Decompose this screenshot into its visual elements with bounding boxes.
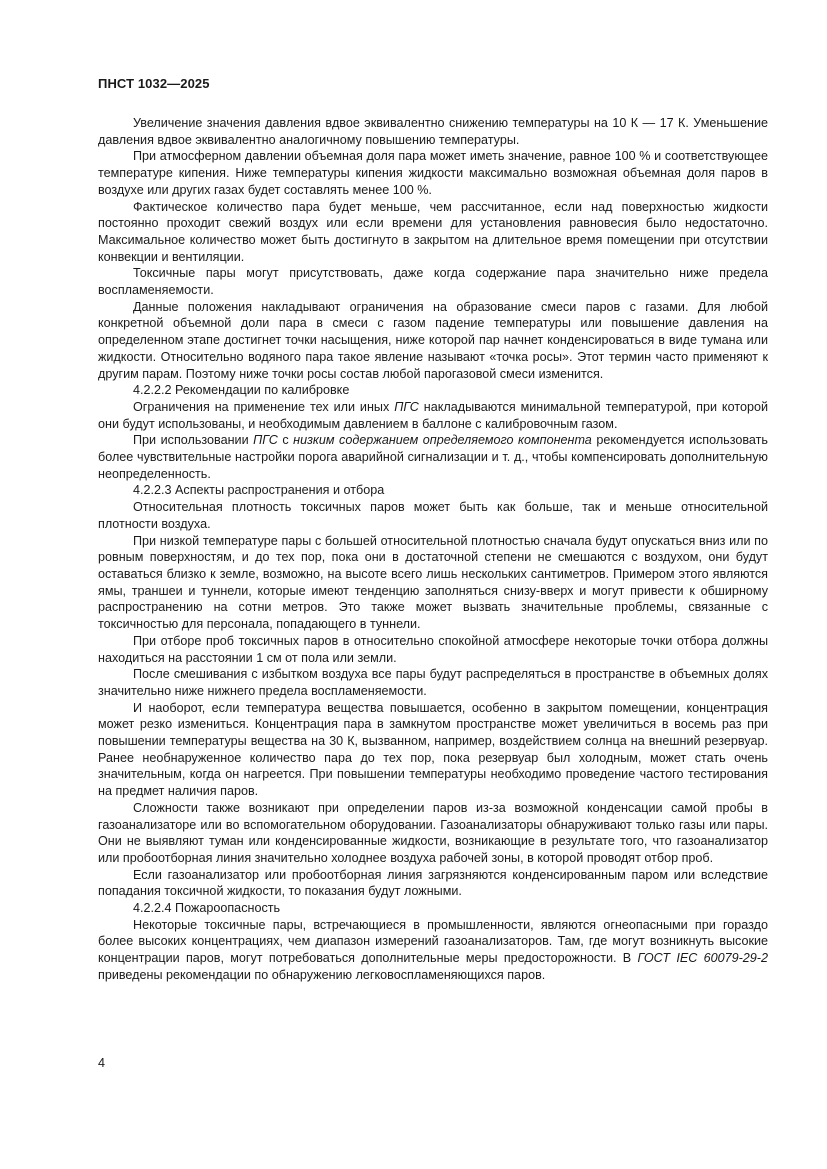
paragraph: [98, 432, 768, 482]
text-run: накладываются минимальной температурой, при которой они будут использованы, и необходимым давлением в баллоне с калибровочным газом.: [98, 399, 768, 431]
text-run: При использовании: [133, 433, 254, 448]
paragraph: [98, 917, 768, 984]
text-run: Ограничения на применение тех или иных: [133, 399, 395, 414]
paragraph: Сложности также возникают при определении паров из-за возможной конденсации самой пробы в газоанализаторе или во вспомогательном оборудовании. Газоанализаторы обнаруживают только газы или пары. Они не выявляют туман или конденсированные жидкости, возникающие в результате того, что газоанализатор или пробоотборная линия значительно холоднее воздуха рабочей зоны, в которой проводят отбор проб.: [98, 800, 768, 865]
text-run: с: [277, 433, 294, 448]
section-heading: 4.2.2.2 Рекомендации по калибровке: [133, 383, 350, 398]
paragraph: Увеличение значения давления вдвое эквивалентно снижению температуры на 10 К — 17 К. Уменьшение давления вдвое эквивалентно аналогичному повышению температуры.: [98, 116, 768, 147]
term-pgs: ПГС: [253, 433, 278, 448]
paragraph: При низкой температуре пары с большей относительной плотностью сначала будут опускаться вниз или по ровным поверхностям, и до тех пор, пока они в достаточной степени не смешаются с воздухом, они будут оставаться близко к земле, возможно, на высоте всего лишь нескольких сантиметров. Примером этого являются ямы, траншеи и туннели, которые имеют тенденцию заполняться снизу-вверх и могут привести к обширному распространению на сотни метров. Это также может вызвать значительные проблемы, связанные с токсичностью для персонала, попадающего в туннели.: [98, 533, 768, 632]
page-number: 4: [98, 1056, 106, 1070]
document-id: ПНСТ 1032—2025: [98, 76, 210, 91]
paragraph: Фактическое количество пара будет меньше, чем рассчитанное, если над поверхностью жидкости постоянно проходит свежий воздух или если времени для установления равновесия было недостаточно. Максимальное количество может быть достигнуто в закрытом на длительное время помещении при отсутствии конвекции и вентиляции.: [98, 199, 768, 264]
paragraph: И наоборот, если температура вещества повышается, особенно в закрытом помещении, концентрация может резко измениться. Концентрация пара в замкнутом пространстве может увеличиться в восемь раз при повышении температуры вещества на 30 К, вызванном, например, воздействием солнца на внешний резервуар. Ранее необнаруженное количество пара до тех пор, пока резервуар был холодным, может стать очень значительным, когда он нагреется. При повышении температуры необходимо проведение частого тестирования на предмет наличия паров.: [98, 700, 768, 799]
paragraph: Если газоанализатор или пробоотборная линия загрязняются конденсированным паром или вследствие попадания токсичной жидкости, то показания будут ложными.: [98, 867, 768, 899]
page-body: [98, 115, 768, 984]
paragraph: После смешивания с избытком воздуха все пары будут распределяться в пространстве в объемных долях значительно ниже нижнего предела воспламеняемости.: [98, 667, 768, 698]
paragraph: Относительная плотность токсичных паров может быть как больше, так и меньше относительной плотности воздуха.: [98, 500, 768, 531]
term-pgs: ПГС: [394, 399, 419, 414]
paragraph: При атмосферном давлении объемная доля пара может иметь значение, равное 100 % и соответствующее температуре кипения. Ниже температуры кипения жидкости максимально возможная объемная доля паров в воздухе или других газах будет составлять менее 100 %.: [98, 149, 768, 197]
standard-reference: ГОСТ IEC 60079-29-2: [637, 951, 768, 966]
paragraph: [98, 399, 768, 432]
paragraph: Данные положения накладывают ограничения на образование смеси паров с газами. Для любой конкретной объемной доли пара в смеси с газом падение температуры или повышение давления на определенном этапе достигнет точки насыщения, ниже которой пар начнет конденсироваться в виде тумана или жидкости. Относительно водяного пара такое явление называют «точка росы». Этот термин часто применяют к другим парам. Поэтому ниже точки росы состав любой парогазовой смеси изменится.: [98, 299, 768, 381]
section-heading: 4.2.2.3 Аспекты распространения и отбора: [133, 483, 385, 498]
text-run: рекомендуется использовать более чувствительные настройки порога аварийной сигнализации и т. д., чтобы компенсировать дополнительную неопределенность.: [98, 433, 768, 481]
paragraph: При отборе проб токсичных паров в относительно спокойной атмосфере некоторые точки отбора должны находиться на расстоянии 1 см от пола или земли.: [98, 633, 768, 665]
paragraph: Токсичные пары могут присутствовать, даже когда содержание пара значительно ниже предела воспламеняемости.: [98, 266, 768, 298]
text-run: Некоторые токсичные пары, встречающиеся в промышленности, являются огнеопасными при гораздо более высоких концентрациях, чем диапазон измерений газоанализаторов. Там, где могут возникнуть высокие концентрации паров, могут потребоваться дополнительные меры предосторожности. В: [98, 917, 768, 966]
term-low-content: низким содержанием определяемого компонента: [293, 433, 592, 448]
text-run: приведены рекомендации по обнаружению легковоспламеняющихся паров.: [98, 967, 546, 982]
section-heading: 4.2.2.4 Пожароопасность: [133, 901, 281, 916]
